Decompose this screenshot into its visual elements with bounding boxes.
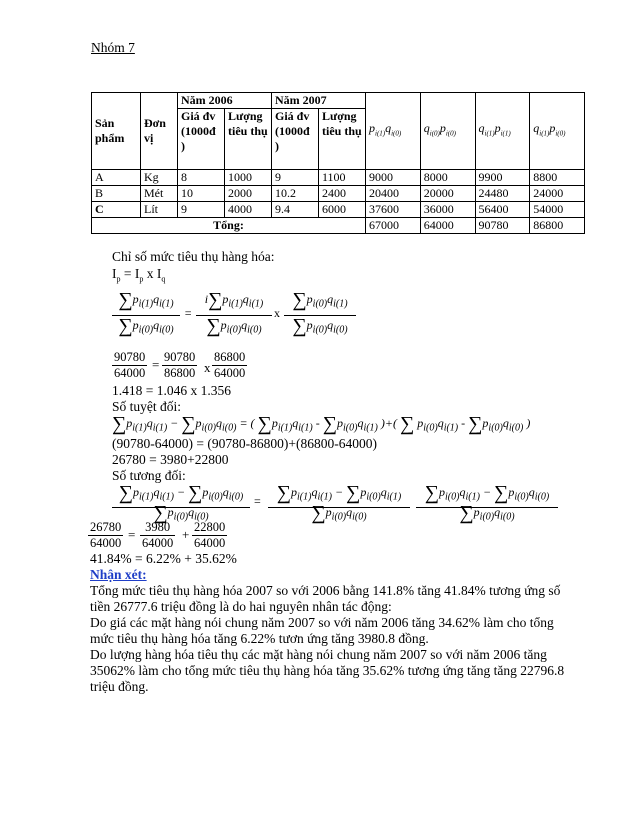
- col-header-unit: Đơn vị: [141, 93, 178, 170]
- col-header-q1p1: $q_{i(1)}p_{i(1)}$: [475, 93, 530, 170]
- remark-line: mức tiêu thụ hàng hóa tăng 6.22% tươn ứng tăng 3980.8 đồng.: [90, 631, 429, 646]
- remark-title: Nhận xét:: [90, 567, 147, 582]
- cell: 20000: [420, 186, 475, 202]
- abs-formula: $\sum p_{i(1)}q_{i(1)} - \sum p_{i(0)}q_{i(0)}$ = ( $\sum p_{i(1)}q_{i(1)} - \sum p_{i(0)}q_{i(1)}$ )+( ∑ $p_{i(0)}q_{i(1)} - \sum p_{i(0)}q_{i(0)}$ ): [112, 413, 531, 435]
- col-header-price-2007: Giá đv (1000đ ): [272, 109, 319, 170]
- rel-r2: $\frac{22800}{64000}$: [194, 520, 226, 550]
- sales-table: [91, 92, 585, 234]
- cell: 37600: [366, 202, 421, 218]
- year-header-2006: Năm 2006: [178, 93, 272, 109]
- cell: 2000: [225, 186, 272, 202]
- cell: 9: [272, 170, 319, 186]
- cell: 9.4: [272, 202, 319, 218]
- cell: 8800: [530, 170, 585, 186]
- result1: 1.418 = 1.046 x 1.356: [112, 383, 231, 398]
- total-label: Tổng:: [92, 218, 366, 234]
- calc1-lhs: $\frac{90780}{64000}$: [114, 350, 146, 380]
- cell: Lít: [141, 202, 178, 218]
- rel-r1: $\frac{3980}{64000}$: [142, 520, 174, 550]
- index-title: Chỉ số mức tiêu thụ hàng hóa:: [112, 249, 275, 264]
- rel-lhs: $\frac{26780}{64000}$: [90, 520, 122, 550]
- cell: 9000: [366, 170, 421, 186]
- cell: C: [92, 202, 141, 218]
- rel-formula: $\sum p_{i(1)}q_{i(1)} - \sum p_{i(0)}q_{i(0)}$ $\sum p_{i(0)}q_{i(0)}$ = $\sum p_{i(1)}q_{i(1)} - \sum p_{i(0)}q_{i(1)}$ $\sum p_{i(0)}q_{i(0)}$ $\sum p_{i(0)}q_{i(1)} - \sum p_{i(0)}q_{i(0)}$ $\sum p_{i(0)}q_{i(0)}$: [112, 482, 582, 522]
- cell: 2400: [319, 186, 366, 202]
- table-row: [92, 202, 585, 218]
- cell: 8000: [420, 170, 475, 186]
- cell: 4000: [225, 202, 272, 218]
- calc1-r1: $\frac{90780}{86800}$: [164, 350, 196, 380]
- cell: 1100: [319, 170, 366, 186]
- remark-line: Tổng mức tiêu thụ hàng hóa 2007 so với 2006 bằng 141.8% tăng 41.84% tương ứng số: [90, 583, 561, 598]
- abs-calc: (90780-64000) = (90780-86800)+(86800-64000): [112, 436, 377, 451]
- cell: 1000: [225, 170, 272, 186]
- cell: 9900: [475, 170, 530, 186]
- remark-line: tiền 26777.6 triệu đồng là do hai nguyên nhân tác động:: [90, 599, 392, 614]
- table-row: [92, 170, 585, 186]
- index-formula: $I_p = I_p$ x $I_q$: [112, 266, 166, 284]
- cell: Kg: [141, 170, 178, 186]
- total-cell: 64000: [420, 218, 475, 234]
- remark-line: 35062% làm cho tổng mức tiêu thụ hàng hóa tăng 35.62% tương ứng tăng tăng 22796.8: [90, 663, 565, 678]
- col-header-q0p0: $q_{i(0)}p_{i(0)}$: [420, 93, 475, 170]
- remark-line: Do lượng hàng hóa tiêu thụ các mặt hàng nói chung năm 2007 so với năm 2006 tăng: [90, 647, 547, 662]
- total-cell: 86800: [530, 218, 585, 234]
- equals-sign: =: [152, 357, 160, 372]
- rel-result: 41.84% = 6.22% + 35.62%: [90, 551, 237, 566]
- table-row: [92, 186, 585, 202]
- remark-line: triệu đồng.: [90, 679, 149, 694]
- cell: B: [92, 186, 141, 202]
- times-sign: x: [204, 360, 211, 375]
- cell: 56400: [475, 202, 530, 218]
- cell: 54000: [530, 202, 585, 218]
- cell: 10.2: [272, 186, 319, 202]
- cell: 10: [178, 186, 225, 202]
- total-cell: 67000: [366, 218, 421, 234]
- total-row: [92, 218, 585, 234]
- abs-result: 26780 = 3980+22800: [112, 452, 229, 467]
- cell: Mét: [141, 186, 178, 202]
- cell: 24000: [530, 186, 585, 202]
- cell: 24480: [475, 186, 530, 202]
- col-header-qty-2006: Lượng tiêu thụ: [225, 109, 272, 170]
- total-cell: 90780: [475, 218, 530, 234]
- cell: 8: [178, 170, 225, 186]
- cell: 6000: [319, 202, 366, 218]
- rel-title: Số tương đối:: [112, 468, 186, 483]
- equals-sign: =: [128, 527, 136, 542]
- year-header-2007: Năm 2007: [272, 93, 366, 109]
- col-header-price-2006: Giá đv (1000đ ): [178, 109, 225, 170]
- index-sum-formula: $\sum p_{i(1)}q_{i(1)}$ $\sum p_{i(0)}q_{i(0)}$ = $i\sum p_{i(1)}q_{i(1)}$ $\sum p_{i(0)}q_{i(0)}$ x $\sum p_{i(0)}q_{i(1)}$ $\sum p_{i(0)}q_{i(0)}$: [112, 282, 372, 352]
- plus-sign: +: [182, 527, 190, 542]
- col-header-qty-2007: Lượng tiêu thụ: [319, 109, 366, 170]
- cell: 9: [178, 202, 225, 218]
- abs-title: Số tuyệt đối:: [112, 399, 182, 414]
- cell: 20400: [366, 186, 421, 202]
- cell: 36000: [420, 202, 475, 218]
- calc1-r2: $\frac{86800}{64000}$: [214, 350, 246, 380]
- col-header-p1q0: $p_{i(1)}q_{i(0)}$: [366, 93, 421, 170]
- remark-line: Do giá các mặt hàng nói chung năm 2007 so với năm 2006 tăng 34.62% làm cho tổng: [90, 615, 554, 630]
- group-header: Nhóm 7: [91, 40, 135, 55]
- col-header-product: Sản phẩm: [92, 93, 141, 170]
- col-header-q1p0: $q_{i(1)}p_{i(0)}$: [530, 93, 585, 170]
- cell: A: [92, 170, 141, 186]
